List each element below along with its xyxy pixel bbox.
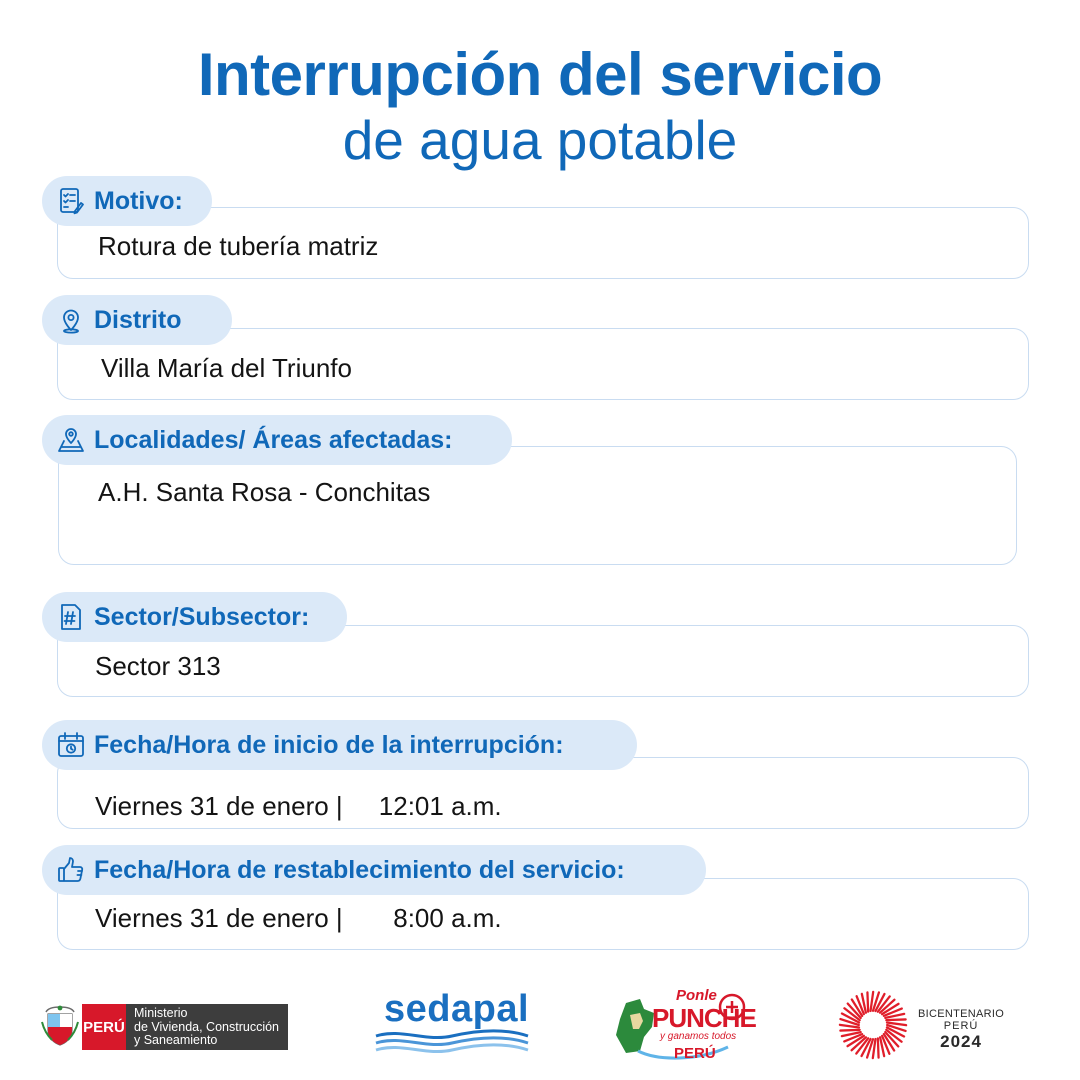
sector-label: Sector/Subsector: xyxy=(94,602,310,631)
ponle-line-3: y ganamos todos xyxy=(660,1031,737,1042)
bicentenario-line-2: PERÚ xyxy=(943,1020,979,1032)
calendar-clock-icon xyxy=(56,730,86,760)
ministerio-line-1: Ministerio xyxy=(134,1006,188,1020)
hashtag-icon xyxy=(56,602,86,632)
sedapal-waves-icon xyxy=(372,990,532,1056)
sun-ray xyxy=(886,1019,905,1020)
ponle-punche-logo xyxy=(612,985,756,1067)
restablecimiento-label-pill xyxy=(42,845,706,895)
thumbs-up-icon xyxy=(56,855,86,885)
checklist-icon xyxy=(56,186,86,216)
location-pin-icon xyxy=(56,305,86,335)
sector-value: Sector 313 xyxy=(95,651,221,681)
sector-label-pill xyxy=(42,592,347,642)
localidades-label-pill xyxy=(42,415,512,465)
sun-ray xyxy=(867,992,868,1011)
bicentenario-sun-icon xyxy=(838,990,908,1060)
motivo-value: Rotura de tubería matriz xyxy=(98,231,379,261)
ponle-line-1: Ponle xyxy=(676,987,717,1004)
localidades-label: Localidades/ Áreas afectadas: xyxy=(94,425,453,454)
ministerio-logo xyxy=(82,1004,288,1050)
ministerio-text xyxy=(126,1004,288,1050)
motivo-label-pill xyxy=(42,176,212,226)
inicio-label: Fecha/Hora de inicio de la interrupción: xyxy=(94,730,564,759)
distrito-label-pill xyxy=(42,295,232,345)
bicentenario-line-3: 2024 xyxy=(940,1032,982,1051)
sun-ray xyxy=(840,1030,859,1031)
restablecimiento-label: Fecha/Hora de restablecimiento del servicio: xyxy=(94,855,625,884)
ministerio-line-2: de Vivienda, Construcción xyxy=(134,1019,279,1034)
bicentenario-text xyxy=(918,1008,1004,1052)
map-pin-icon xyxy=(56,425,86,455)
bicentenario-logo xyxy=(838,990,1018,1060)
ponle-line-4: PERÚ xyxy=(674,1045,716,1062)
ponle-line-2: PUNCHE xyxy=(652,1003,756,1033)
motivo-label: Motivo: xyxy=(94,186,183,215)
sedapal-logo xyxy=(372,990,532,1056)
peru-label: PERÚ xyxy=(82,1004,126,1050)
ministerio-line-3: y Saneamiento xyxy=(134,1033,218,1047)
coat-of-arms-icon xyxy=(38,1002,82,1052)
localidades-value: A.H. Santa Rosa - Conchitas xyxy=(98,477,431,507)
inicio-label-pill xyxy=(42,720,637,770)
sun-ray xyxy=(878,1038,879,1057)
bicentenario-line-1: BICENTENARIO xyxy=(918,1008,1005,1020)
sedapal-wordmark: sedapal xyxy=(384,988,530,1030)
inicio-value: Viernes 31 de enero | 12:01 a.m. xyxy=(95,791,502,821)
restablecimiento-value: Viernes 31 de enero | 8:00 a.m. xyxy=(95,903,502,933)
distrito-value: Villa María del Triunfo xyxy=(101,353,352,383)
distrito-label: Distrito xyxy=(94,305,182,334)
title-line-2: de agua potable xyxy=(342,109,738,171)
title-line-1: Interrupción del servicio xyxy=(197,41,883,108)
